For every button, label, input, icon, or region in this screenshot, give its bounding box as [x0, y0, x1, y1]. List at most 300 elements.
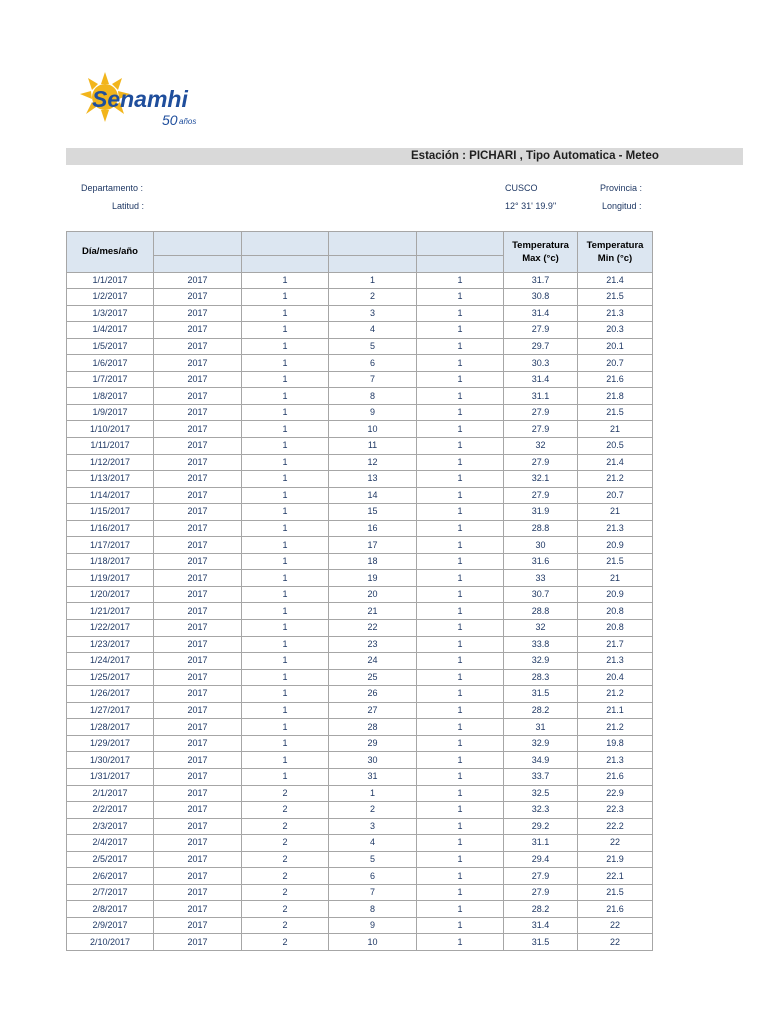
- cell-date: 1/19/2017: [67, 570, 154, 587]
- cell-temp-min: 21.4: [578, 454, 653, 471]
- cell-date: 1/5/2017: [67, 338, 154, 355]
- cell-day: 6: [329, 868, 417, 885]
- cell-temp-min: 19.8: [578, 735, 653, 752]
- cell-temp-min: 22: [578, 917, 653, 934]
- temperature-table: [66, 231, 653, 951]
- table-row: [67, 322, 653, 339]
- cell-col5: 1: [417, 471, 504, 488]
- cell-date: 1/12/2017: [67, 454, 154, 471]
- cell-date: 1/16/2017: [67, 520, 154, 537]
- cell-date: 1/11/2017: [67, 438, 154, 455]
- column-header-blank: [242, 232, 329, 256]
- cell-date: 1/25/2017: [67, 669, 154, 686]
- cell-month: 1: [242, 586, 329, 603]
- provincia-label: Provincia :: [600, 183, 643, 193]
- cell-day: 24: [329, 653, 417, 670]
- cell-month: 1: [242, 454, 329, 471]
- cell-year: 2017: [154, 884, 242, 901]
- cell-temp-max: 28.2: [504, 702, 578, 719]
- cell-date: 2/10/2017: [67, 934, 154, 951]
- cell-year: 2017: [154, 653, 242, 670]
- cell-temp-min: 21.2: [578, 719, 653, 736]
- table-row: [67, 305, 653, 322]
- cell-day: 21: [329, 603, 417, 620]
- table-row: [67, 371, 653, 388]
- cell-year: 2017: [154, 901, 242, 918]
- cell-col5: 1: [417, 454, 504, 471]
- latitud-value: 12° 31' 19.9'': [505, 201, 557, 211]
- cell-date: 1/29/2017: [67, 735, 154, 752]
- table-row: [67, 487, 653, 504]
- cell-year: 2017: [154, 719, 242, 736]
- cell-date: 1/9/2017: [67, 404, 154, 421]
- cell-temp-min: 20.7: [578, 487, 653, 504]
- table-row: [67, 884, 653, 901]
- cell-temp-min: 21.2: [578, 471, 653, 488]
- cell-day: 12: [329, 454, 417, 471]
- cell-col5: 1: [417, 719, 504, 736]
- cell-temp-min: 21.3: [578, 653, 653, 670]
- cell-date: 1/26/2017: [67, 686, 154, 703]
- cell-day: 11: [329, 438, 417, 455]
- cell-date: 1/18/2017: [67, 553, 154, 570]
- cell-col5: 1: [417, 768, 504, 785]
- cell-year: 2017: [154, 421, 242, 438]
- cell-temp-max: 31: [504, 719, 578, 736]
- cell-col5: 1: [417, 371, 504, 388]
- cell-temp-min: 21: [578, 570, 653, 587]
- cell-month: 1: [242, 620, 329, 637]
- cell-temp-min: 21.6: [578, 901, 653, 918]
- table-row: [67, 636, 653, 653]
- cell-day: 20: [329, 586, 417, 603]
- cell-year: 2017: [154, 752, 242, 769]
- cell-year: 2017: [154, 322, 242, 339]
- cell-month: 1: [242, 553, 329, 570]
- cell-temp-min: 21.9: [578, 851, 653, 868]
- cell-day: 13: [329, 471, 417, 488]
- cell-temp-max: 29.4: [504, 851, 578, 868]
- cell-year: 2017: [154, 603, 242, 620]
- table-row: [67, 802, 653, 819]
- table-row: [67, 504, 653, 521]
- cell-col5: 1: [417, 620, 504, 637]
- cell-month: 1: [242, 735, 329, 752]
- cell-temp-min: 21.3: [578, 305, 653, 322]
- cell-temp-max: 33: [504, 570, 578, 587]
- cell-year: 2017: [154, 570, 242, 587]
- cell-day: 4: [329, 835, 417, 852]
- cell-month: 1: [242, 537, 329, 554]
- cell-month: 2: [242, 901, 329, 918]
- cell-temp-max: 31.4: [504, 371, 578, 388]
- cell-year: 2017: [154, 355, 242, 372]
- cell-temp-max: 31.4: [504, 917, 578, 934]
- cell-date: 1/14/2017: [67, 487, 154, 504]
- cell-temp-min: 21.6: [578, 768, 653, 785]
- cell-day: 3: [329, 305, 417, 322]
- cell-day: 10: [329, 934, 417, 951]
- cell-temp-max: 30.8: [504, 289, 578, 306]
- cell-col5: 1: [417, 752, 504, 769]
- cell-year: 2017: [154, 471, 242, 488]
- cell-year: 2017: [154, 851, 242, 868]
- cell-temp-max: 31.1: [504, 835, 578, 852]
- cell-year: 2017: [154, 785, 242, 802]
- table-row: [67, 338, 653, 355]
- cell-temp-max: 31.5: [504, 686, 578, 703]
- cell-col5: 1: [417, 421, 504, 438]
- cell-month: 1: [242, 653, 329, 670]
- cell-temp-max: 31.1: [504, 388, 578, 405]
- cell-year: 2017: [154, 917, 242, 934]
- column-subheader-blank: [154, 256, 242, 273]
- cell-date: 1/21/2017: [67, 603, 154, 620]
- cell-temp-max: 27.9: [504, 421, 578, 438]
- cell-temp-min: 20.8: [578, 603, 653, 620]
- cell-day: 30: [329, 752, 417, 769]
- cell-year: 2017: [154, 835, 242, 852]
- table-row: [67, 719, 653, 736]
- cell-date: 2/1/2017: [67, 785, 154, 802]
- cell-day: 27: [329, 702, 417, 719]
- cell-month: 2: [242, 818, 329, 835]
- cell-col5: 1: [417, 553, 504, 570]
- cell-day: 1: [329, 785, 417, 802]
- table-row: [67, 388, 653, 405]
- cell-month: 1: [242, 487, 329, 504]
- cell-temp-max: 31.5: [504, 934, 578, 951]
- cell-month: 1: [242, 752, 329, 769]
- cell-year: 2017: [154, 702, 242, 719]
- cell-date: 1/31/2017: [67, 768, 154, 785]
- column-subheader-blank: [417, 256, 504, 273]
- cell-date: 1/23/2017: [67, 636, 154, 653]
- cell-temp-max: 32: [504, 620, 578, 637]
- cell-year: 2017: [154, 504, 242, 521]
- table-row: [67, 686, 653, 703]
- cell-temp-max: 34.9: [504, 752, 578, 769]
- cell-col5: 1: [417, 669, 504, 686]
- cell-temp-min: 21.5: [578, 884, 653, 901]
- table-row: [67, 570, 653, 587]
- cell-day: 31: [329, 768, 417, 785]
- cell-day: 29: [329, 735, 417, 752]
- cell-temp-min: 20.1: [578, 338, 653, 355]
- cell-temp-min: 22.1: [578, 868, 653, 885]
- table-row: [67, 669, 653, 686]
- cell-date: 1/20/2017: [67, 586, 154, 603]
- cell-temp-max: 32.3: [504, 802, 578, 819]
- table-row: [67, 735, 653, 752]
- cell-col5: 1: [417, 537, 504, 554]
- cell-col5: 1: [417, 868, 504, 885]
- table-row: [67, 553, 653, 570]
- cell-temp-max: 28.8: [504, 603, 578, 620]
- table-row: [67, 752, 653, 769]
- table-row: [67, 471, 653, 488]
- cell-year: 2017: [154, 520, 242, 537]
- cell-day: 28: [329, 719, 417, 736]
- cell-year: 2017: [154, 438, 242, 455]
- table-row: [67, 768, 653, 785]
- cell-temp-max: 32.9: [504, 735, 578, 752]
- column-header-temp-max: Temperatura Max (°c): [504, 232, 578, 273]
- cell-year: 2017: [154, 669, 242, 686]
- cell-month: 1: [242, 421, 329, 438]
- column-header-temp-min: Temperatura Min (°c): [578, 232, 653, 273]
- table-row: [67, 702, 653, 719]
- cell-date: 1/30/2017: [67, 752, 154, 769]
- cell-col5: 1: [417, 570, 504, 587]
- cell-month: 2: [242, 785, 329, 802]
- table-header: [67, 232, 653, 273]
- cell-temp-max: 31.6: [504, 553, 578, 570]
- cell-col5: 1: [417, 851, 504, 868]
- cell-month: 1: [242, 686, 329, 703]
- svg-text:años: años: [179, 117, 197, 126]
- cell-year: 2017: [154, 404, 242, 421]
- cell-temp-max: 31.7: [504, 272, 578, 289]
- cell-day: 15: [329, 504, 417, 521]
- cell-temp-min: 20.4: [578, 669, 653, 686]
- cell-temp-min: 22.3: [578, 802, 653, 819]
- cell-col5: 1: [417, 487, 504, 504]
- cell-temp-min: 21.4: [578, 272, 653, 289]
- cell-day: 18: [329, 553, 417, 570]
- cell-temp-max: 28.8: [504, 520, 578, 537]
- cell-date: 1/7/2017: [67, 371, 154, 388]
- cell-date: 1/13/2017: [67, 471, 154, 488]
- cell-temp-min: 21: [578, 421, 653, 438]
- cell-month: 1: [242, 570, 329, 587]
- cell-temp-max: 30.7: [504, 586, 578, 603]
- cell-col5: 1: [417, 305, 504, 322]
- cell-temp-max: 32.1: [504, 471, 578, 488]
- cell-temp-min: 21.8: [578, 388, 653, 405]
- cell-col5: 1: [417, 338, 504, 355]
- column-subheader-blank: [329, 256, 417, 273]
- cell-month: 1: [242, 438, 329, 455]
- cell-date: 1/2/2017: [67, 289, 154, 306]
- cell-day: 5: [329, 338, 417, 355]
- cell-day: 7: [329, 371, 417, 388]
- cell-temp-max: 31.9: [504, 504, 578, 521]
- cell-day: 8: [329, 901, 417, 918]
- cell-month: 1: [242, 388, 329, 405]
- cell-month: 2: [242, 835, 329, 852]
- cell-month: 2: [242, 868, 329, 885]
- cell-month: 1: [242, 471, 329, 488]
- column-header-blank: [154, 232, 242, 256]
- cell-temp-max: 32: [504, 438, 578, 455]
- cell-year: 2017: [154, 537, 242, 554]
- cell-temp-min: 20.3: [578, 322, 653, 339]
- cell-temp-max: 28.3: [504, 669, 578, 686]
- table-row: [67, 868, 653, 885]
- cell-year: 2017: [154, 934, 242, 951]
- cell-month: 1: [242, 768, 329, 785]
- table-row: [67, 454, 653, 471]
- cell-date: 1/4/2017: [67, 322, 154, 339]
- svg-text:50: 50: [162, 112, 178, 128]
- cell-year: 2017: [154, 272, 242, 289]
- cell-month: 1: [242, 338, 329, 355]
- cell-temp-max: 27.9: [504, 454, 578, 471]
- cell-month: 1: [242, 322, 329, 339]
- cell-temp-min: 21: [578, 504, 653, 521]
- cell-month: 1: [242, 520, 329, 537]
- cell-col5: 1: [417, 388, 504, 405]
- cell-temp-max: 29.2: [504, 818, 578, 835]
- cell-temp-max: 30: [504, 537, 578, 554]
- column-subheader-blank: [242, 256, 329, 273]
- cell-temp-min: 22: [578, 835, 653, 852]
- cell-day: 2: [329, 289, 417, 306]
- longitud-label: Longitud :: [602, 201, 642, 211]
- cell-day: 2: [329, 802, 417, 819]
- column-header-blank: [329, 232, 417, 256]
- cell-temp-min: 21.1: [578, 702, 653, 719]
- cell-day: 14: [329, 487, 417, 504]
- cell-col5: 1: [417, 438, 504, 455]
- cell-year: 2017: [154, 802, 242, 819]
- table-row: [67, 272, 653, 289]
- cell-day: 16: [329, 520, 417, 537]
- cell-month: 2: [242, 802, 329, 819]
- cell-day: 7: [329, 884, 417, 901]
- cell-temp-min: 21.5: [578, 289, 653, 306]
- cell-year: 2017: [154, 388, 242, 405]
- cell-day: 1: [329, 272, 417, 289]
- cell-temp-min: 21.3: [578, 520, 653, 537]
- cell-year: 2017: [154, 620, 242, 637]
- table-row: [67, 438, 653, 455]
- cell-date: 1/3/2017: [67, 305, 154, 322]
- svg-text:Senamhi: Senamhi: [92, 86, 188, 112]
- cell-date: 1/10/2017: [67, 421, 154, 438]
- cell-month: 1: [242, 371, 329, 388]
- cell-month: 1: [242, 702, 329, 719]
- cell-month: 1: [242, 355, 329, 372]
- cell-date: 2/3/2017: [67, 818, 154, 835]
- cell-col5: 1: [417, 603, 504, 620]
- cell-year: 2017: [154, 338, 242, 355]
- cell-date: 1/17/2017: [67, 537, 154, 554]
- cell-col5: 1: [417, 785, 504, 802]
- cell-day: 4: [329, 322, 417, 339]
- cell-temp-max: 27.9: [504, 404, 578, 421]
- cell-col5: 1: [417, 355, 504, 372]
- cell-temp-min: 21.5: [578, 404, 653, 421]
- cell-date: 2/2/2017: [67, 802, 154, 819]
- cell-month: 1: [242, 504, 329, 521]
- senamhi-logo: [78, 70, 228, 132]
- cell-temp-min: 20.9: [578, 537, 653, 554]
- cell-year: 2017: [154, 553, 242, 570]
- cell-month: 1: [242, 669, 329, 686]
- cell-temp-max: 27.9: [504, 322, 578, 339]
- cell-year: 2017: [154, 586, 242, 603]
- table-row: [67, 421, 653, 438]
- cell-month: 1: [242, 603, 329, 620]
- cell-date: 2/5/2017: [67, 851, 154, 868]
- cell-col5: 1: [417, 702, 504, 719]
- cell-col5: 1: [417, 289, 504, 306]
- cell-year: 2017: [154, 868, 242, 885]
- cell-temp-min: 21.6: [578, 371, 653, 388]
- table-row: [67, 603, 653, 620]
- cell-date: 1/15/2017: [67, 504, 154, 521]
- table-body: [67, 272, 653, 950]
- cell-temp-min: 21.5: [578, 553, 653, 570]
- cell-month: 1: [242, 636, 329, 653]
- table-row: [67, 586, 653, 603]
- cell-col5: 1: [417, 735, 504, 752]
- cell-year: 2017: [154, 454, 242, 471]
- cell-date: 2/4/2017: [67, 835, 154, 852]
- cell-col5: 1: [417, 686, 504, 703]
- cell-month: 1: [242, 404, 329, 421]
- cell-year: 2017: [154, 735, 242, 752]
- cell-year: 2017: [154, 768, 242, 785]
- table-row: [67, 289, 653, 306]
- cell-col5: 1: [417, 934, 504, 951]
- cell-day: 22: [329, 620, 417, 637]
- table-row: [67, 917, 653, 934]
- cell-col5: 1: [417, 504, 504, 521]
- cell-col5: 1: [417, 835, 504, 852]
- cell-temp-max: 27.9: [504, 868, 578, 885]
- cell-month: 1: [242, 719, 329, 736]
- cell-year: 2017: [154, 305, 242, 322]
- cell-temp-max: 33.8: [504, 636, 578, 653]
- cell-temp-max: 28.2: [504, 901, 578, 918]
- cell-month: 1: [242, 289, 329, 306]
- cell-date: 1/22/2017: [67, 620, 154, 637]
- cell-temp-max: 31.4: [504, 305, 578, 322]
- cell-day: 6: [329, 355, 417, 372]
- cell-year: 2017: [154, 371, 242, 388]
- cell-year: 2017: [154, 636, 242, 653]
- cell-month: 2: [242, 917, 329, 934]
- table-row: [67, 901, 653, 918]
- table-row: [67, 785, 653, 802]
- cell-month: 2: [242, 851, 329, 868]
- column-header-date: Día/mes/año: [67, 232, 154, 273]
- cell-temp-max: 27.9: [504, 487, 578, 504]
- cell-date: 2/8/2017: [67, 901, 154, 918]
- cell-col5: 1: [417, 520, 504, 537]
- cell-day: 23: [329, 636, 417, 653]
- table-row: [67, 818, 653, 835]
- cell-date: 2/6/2017: [67, 868, 154, 885]
- cell-col5: 1: [417, 322, 504, 339]
- cell-day: 3: [329, 818, 417, 835]
- cell-col5: 1: [417, 917, 504, 934]
- cell-day: 9: [329, 917, 417, 934]
- cell-temp-max: 32.5: [504, 785, 578, 802]
- cell-temp-min: 20.9: [578, 586, 653, 603]
- cell-col5: 1: [417, 802, 504, 819]
- cell-date: 1/24/2017: [67, 653, 154, 670]
- cell-temp-min: 22.9: [578, 785, 653, 802]
- table-row: [67, 653, 653, 670]
- cell-temp-min: 21.3: [578, 752, 653, 769]
- cell-temp-min: 22: [578, 934, 653, 951]
- cell-temp-max: 32.9: [504, 653, 578, 670]
- cell-day: 5: [329, 851, 417, 868]
